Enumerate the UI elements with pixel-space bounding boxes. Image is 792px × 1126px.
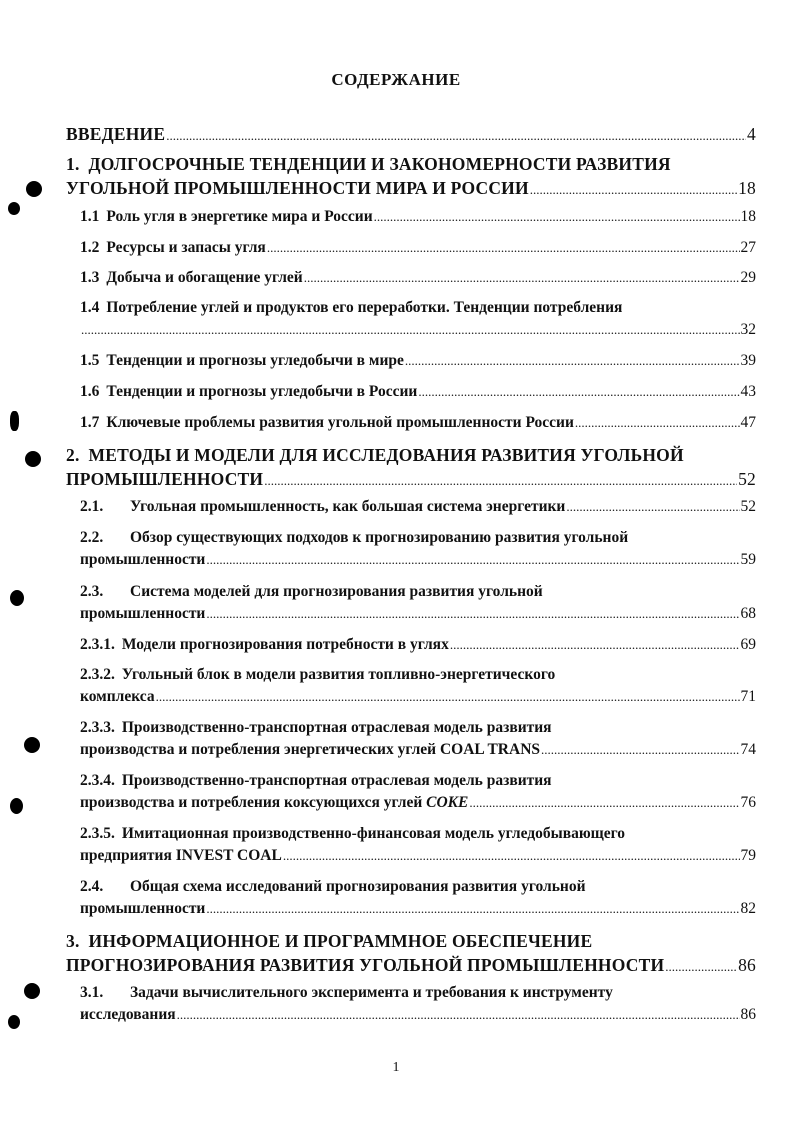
toc-entry-title: Модели прогнозирования потребности в углях: [121, 636, 449, 653]
dot-leader: [81, 319, 740, 341]
toc-page-number: 68: [740, 605, 756, 622]
dot-leader: [206, 549, 739, 571]
toc-entry-title: промышленности: [80, 551, 206, 568]
toc-page-number: 39: [740, 352, 756, 369]
toc-entry[interactable]: [80, 350, 756, 372]
toc-entry-number: 2.3.1.: [80, 636, 115, 653]
toc-page-number: 79: [740, 847, 756, 864]
toc-entry[interactable]: [66, 152, 756, 202]
toc-entry-number: 1.1: [80, 208, 100, 225]
toc-entry[interactable]: [80, 717, 756, 761]
toc-entry-title: УГОЛЬНОЙ ПРОМЫШЛЕННОСТИ МИРА И РОССИИ: [66, 178, 529, 198]
dot-leader: [264, 469, 737, 493]
toc-entry[interactable]: [80, 381, 756, 403]
toc-entry[interactable]: [80, 770, 756, 814]
page-number: 1: [392, 1060, 400, 1075]
toc-entry-number: 1.7: [80, 414, 100, 431]
toc-entry[interactable]: [80, 297, 756, 341]
toc-entry[interactable]: [66, 122, 756, 148]
toc-entry-number: 1.3: [80, 269, 100, 286]
punch-hole-mark: [26, 181, 42, 197]
dot-leader: [177, 1004, 740, 1026]
toc-page-number: 59: [740, 551, 756, 568]
toc-entry[interactable]: [66, 443, 756, 493]
toc-entry-title: ПРОМЫШЛЕННОСТИ: [66, 469, 264, 489]
toc-page-number: 69: [740, 636, 756, 653]
toc-page-number: 47: [740, 414, 756, 431]
dot-leader: [304, 267, 740, 289]
toc-entry-title-emphasis: COKE: [426, 794, 469, 811]
toc-entry-number: 2.2.: [80, 529, 104, 546]
toc-entry[interactable]: [66, 929, 756, 979]
toc-entry-number: 1.6: [80, 383, 100, 400]
toc-entry-number: 2.3.3.: [80, 719, 115, 736]
dot-leader: [541, 739, 739, 761]
toc-entry-title: исследования: [80, 1006, 176, 1023]
dot-leader: [206, 898, 739, 920]
toc-entry[interactable]: [80, 527, 756, 571]
toc-entry[interactable]: [80, 267, 756, 289]
toc-entry[interactable]: [80, 581, 756, 625]
toc-entry-number: 2.3.: [80, 583, 104, 600]
toc-entry[interactable]: [80, 206, 756, 228]
dot-leader: [450, 634, 740, 656]
punch-hole-mark: [10, 590, 24, 606]
dot-leader: [267, 237, 740, 259]
toc-page-number: 43: [740, 383, 756, 400]
toc-page-number: 18: [740, 208, 756, 225]
toc-entry-title: Тенденции и прогнозы угледобычи в России: [106, 383, 418, 400]
toc-page-number: 32: [740, 321, 756, 338]
toc-entry-title: Имитационная производственно-финансовая модель угледобывающего: [121, 825, 626, 842]
toc-page-number: 29: [740, 269, 756, 286]
toc-entry-title: Система моделей для прогнозирования развития угольной: [130, 583, 543, 600]
toc-page-number: 86: [740, 1006, 756, 1023]
toc-entry[interactable]: [80, 237, 756, 259]
punch-hole-mark: [8, 202, 20, 215]
toc-page-number: 76: [740, 794, 756, 811]
toc-entry[interactable]: [80, 634, 756, 656]
toc-entry-title: ПРОГНОЗИРОВАНИЯ РАЗВИТИЯ УГОЛЬНОЙ ПРОМЫШЛЕННОСТИ: [66, 955, 665, 975]
toc-entry-number: 2.1.: [80, 498, 104, 515]
dot-leader: [405, 350, 740, 372]
toc-page-number: 74: [740, 741, 756, 758]
toc-entry-title: Тенденции и прогнозы угледобычи в мире: [106, 352, 404, 369]
toc-entry-title: Ключевые проблемы развития угольной промышленности России: [106, 414, 574, 431]
toc-page-number: 52: [738, 469, 756, 489]
toc-entry-title: Добыча и обогащение углей: [106, 269, 303, 286]
punch-hole-mark: [10, 411, 19, 431]
dot-leader: [530, 178, 737, 202]
toc-entry-title: промышленности: [80, 605, 206, 622]
toc-entry[interactable]: [80, 664, 756, 708]
toc-entry-title: Задачи вычислительного эксперимента и требования к инструменту: [130, 984, 613, 1001]
dot-leader: [469, 792, 739, 814]
toc-entry-title: производства и потребления коксующихся углей: [80, 794, 423, 811]
dot-leader: [566, 496, 739, 518]
toc-entry[interactable]: [80, 412, 756, 434]
toc-entry-title: Производственно-транспортная отраслевая модель развития: [121, 719, 552, 736]
dot-leader: [418, 381, 739, 403]
dot-leader: [575, 412, 740, 434]
toc-entry-number: 1.2: [80, 239, 100, 256]
toc-entry-number: 2.3.4.: [80, 772, 115, 789]
punch-hole-mark: [24, 983, 40, 999]
toc-entry-title: Потребление углей и продуктов его переработки. Тенденции потребления: [106, 299, 623, 316]
toc-page-number: 27: [740, 239, 756, 256]
toc-page-number: 52: [740, 498, 756, 515]
toc-entry-title: Ресурсы и запасы угля: [106, 239, 266, 256]
toc-entry-title: Роль угля в энергетике мира и России: [106, 208, 373, 225]
toc-page-number: 4: [747, 124, 756, 144]
toc-entry-number: 3.1.: [80, 984, 104, 1001]
toc-page-number: 82: [740, 900, 756, 917]
dot-leader: [374, 206, 740, 228]
toc-entry-number: 2.4.: [80, 878, 104, 895]
toc-page-number: 18: [738, 178, 756, 198]
toc-entry-title: Угольный блок в модели развития топливно-энергетического: [121, 666, 556, 683]
toc-entry-number: 3.: [66, 931, 80, 951]
toc-entry-title: МЕТОДЫ И МОДЕЛИ ДЛЯ ИССЛЕДОВАНИЯ РАЗВИТИЯ УГОЛЬНОЙ: [88, 445, 684, 465]
toc-entry-number: 1.4: [80, 299, 100, 316]
toc-page-number: 71: [740, 688, 756, 705]
dot-leader: [283, 845, 740, 867]
toc-entry-number: 2.: [66, 445, 80, 465]
punch-hole-mark: [8, 1015, 20, 1029]
toc-entry-title: Общая схема исследований прогнозирования развития угольной: [130, 878, 586, 895]
toc-entry-title: производства и потребления энергетических углей COAL TRANS: [80, 741, 541, 758]
toc-entry-number: 2.3.2.: [80, 666, 115, 683]
toc-entry-title: ВВЕДЕНИЕ: [66, 124, 166, 144]
toc-entry-title: Производственно-транспортная отраслевая модель развития: [121, 772, 552, 789]
dot-leader: [166, 124, 746, 148]
toc-entry[interactable]: [80, 496, 756, 518]
toc-entry-title: ДОЛГОСРОЧНЫЕ ТЕНДЕНЦИИ И ЗАКОНОМЕРНОСТИ РАЗВИТИЯ: [88, 154, 671, 174]
dot-leader: [156, 686, 740, 708]
toc-entry-title: Обзор существующих подходов к прогнозированию развития угольной: [130, 529, 629, 546]
toc-entry-title: промышленности: [80, 900, 206, 917]
toc-entry-title: предприятия INVEST COAL: [80, 847, 282, 864]
punch-hole-mark: [10, 798, 23, 814]
toc-entry-number: 1.5: [80, 352, 100, 369]
toc-entry-number: 2.3.5.: [80, 825, 115, 842]
punch-hole-mark: [25, 451, 41, 467]
toc-entry-title: Угольная промышленность, как большая система энергетики: [130, 498, 566, 515]
dot-leader: [665, 955, 737, 979]
toc-entry[interactable]: [80, 982, 756, 1026]
toc-entry-title: комплекса: [80, 688, 155, 705]
toc-entry[interactable]: [80, 823, 756, 867]
toc-entry-number: 1.: [66, 154, 80, 174]
toc-page-number: 86: [738, 955, 756, 975]
page-title: СОДЕРЖАНИЕ: [331, 70, 461, 89]
dot-leader: [206, 603, 739, 625]
toc-entry[interactable]: [80, 876, 756, 920]
punch-hole-mark: [24, 737, 40, 753]
toc-entry-title: ИНФОРМАЦИОННОЕ И ПРОГРАММНОЕ ОБЕСПЕЧЕНИЕ: [88, 931, 593, 951]
